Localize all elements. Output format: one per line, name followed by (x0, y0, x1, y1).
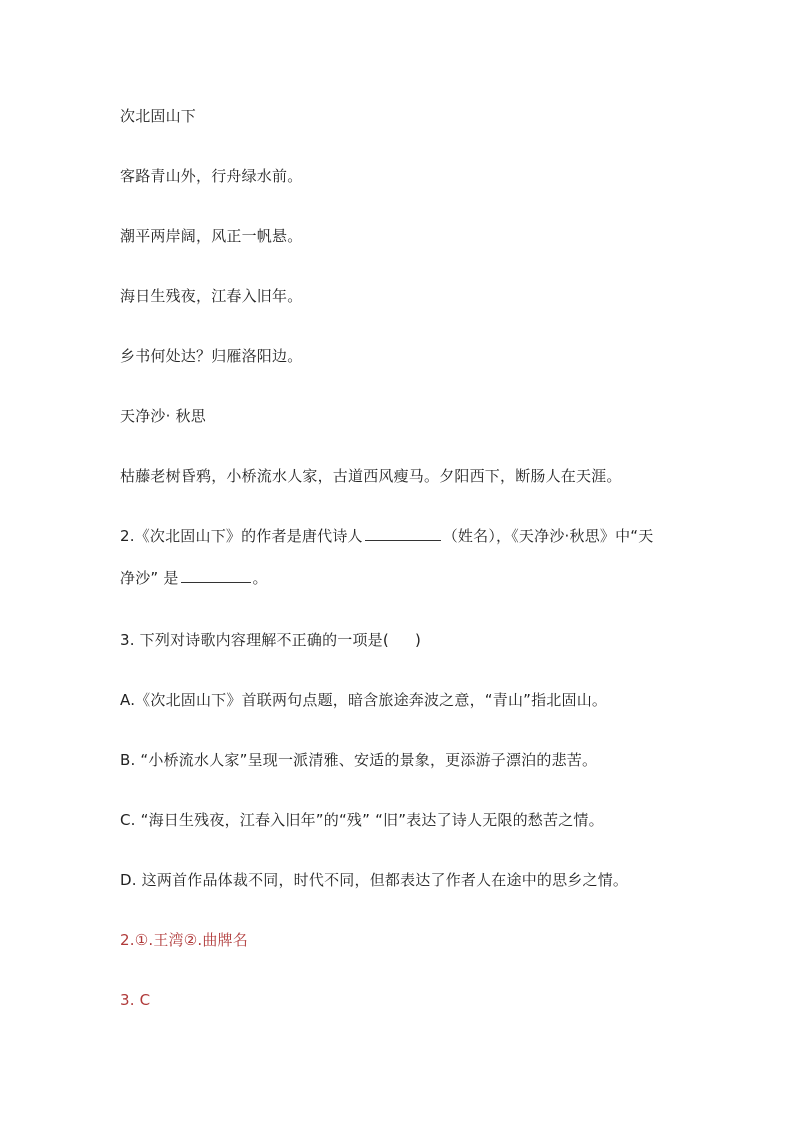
poem2-title: 天净沙· 秋思 (120, 407, 206, 425)
answer-2: 2.①.王湾②.曲牌名 (120, 931, 248, 949)
question3-stem-before: 3. 下列对诗歌内容理解不正确的一项是( (120, 631, 389, 649)
poem1-title: 次北固山下 (120, 107, 197, 125)
poem1-line-2: 潮平两岸阔，风正一帆悬。 (120, 227, 303, 245)
question2-part2: （姓名），《天净沙·秋思》中“天 (442, 527, 654, 545)
question2-line-2 (120, 567, 268, 589)
answer-3: 3. C (120, 991, 151, 1009)
question3-option-c: C. “海日生残夜，江春入旧年”的“残” “旧”表达了诗人无限的愁苦之情。 (120, 811, 604, 829)
question2-part3: 净沙” 是 (120, 569, 179, 587)
question3-stem-after: ) (414, 631, 421, 649)
question2-line-1 (120, 525, 653, 547)
poem1-line-4: 乡书何处达？归雁洛阳边。 (120, 347, 303, 365)
poem1-line-3: 海日生残夜，江春入旧年。 (120, 287, 303, 305)
answer-blank-1 (365, 525, 441, 541)
poem2-text: 枯藤老树昏鸦，小桥流水人家，古道西风瘦马。夕阳西下，断肠人在天涯。 (120, 467, 622, 485)
poem1-line-1: 客路青山外，行舟绿水前。 (120, 167, 303, 185)
question3-option-a: A.《次北固山下》首联两句点题，暗含旅途奔波之意，“青山”指北固山。 (120, 691, 608, 709)
question3-stem (120, 629, 421, 651)
question2-part4: 。 (252, 569, 268, 587)
question3-option-d: D. 这两首作品体裁不同，时代不同，但都表达了作者人在途中的思乡之情。 (120, 871, 629, 889)
answer-blank-2 (181, 567, 251, 583)
question3-option-b: B. “小桥流水人家”呈现一派清雅、安适的景象，更添游子漂泊的悲苦。 (120, 751, 598, 769)
question2-part1: 2.《次北固山下》的作者是唐代诗人 (120, 527, 363, 545)
